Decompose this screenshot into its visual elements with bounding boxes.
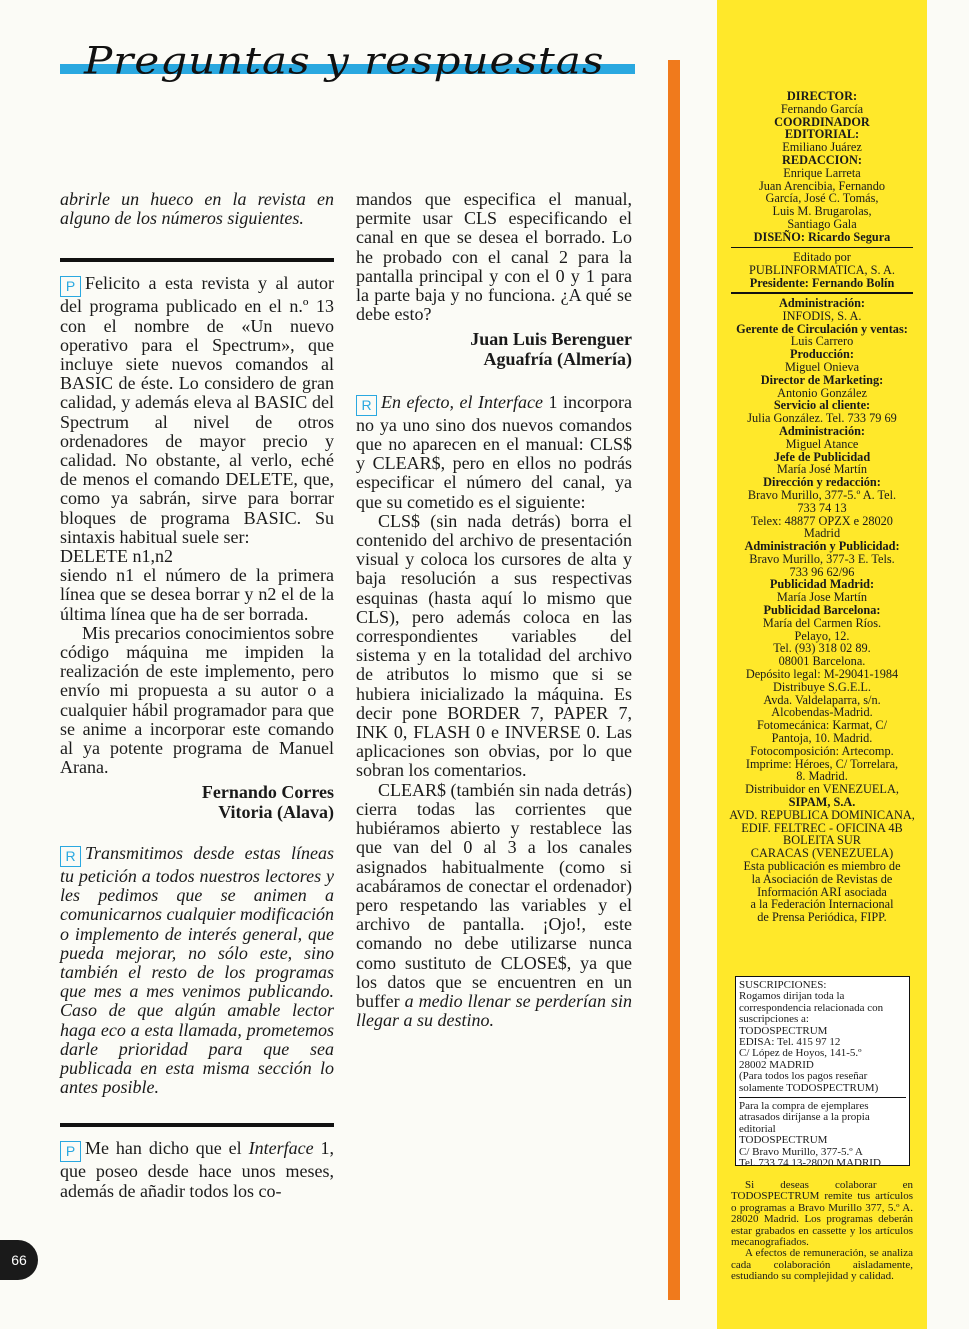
credit-line: Distribuidor en VENEZUELA, — [745, 782, 899, 797]
credit-line: Miguel Onieva — [784, 359, 860, 374]
credit-line: Antonio González — [777, 385, 867, 400]
answer-2-cont2: CLEAR$ (también sin nada detrás) cierra todas las corrientes que hubiéramos abierto y restablece las que van del 0 al 3 a los canales asignados habitualmente (como si acabáramos de conectar el ordenador) pero respetando las variables y el archivo de pantalla. ¡Ojo!, este comando no debe utilizarse nunca como sustituto de CLOSE$, ya que los datos que se encuentren en un buffer a medio llenar se perderían sin llegar a su destino. — [356, 779, 632, 1031]
contributions-note: Si deseas colaborar en TODOSPECTRUM remite tus artículos o programas a Bravo Murillo 377, 5.º A. 28020 Madrid. Los programas deberán estar grabados en cassette y los artículos mecanografiados. A efectos de remuneración, se analiza cada colaboración aisladamente, estudiando su complejidad y calidad. — [731, 1179, 913, 1283]
credit-line: Luis M. Brugarolas, — [772, 204, 872, 219]
credit-line: Julia González. Tel. 733 79 69 — [747, 411, 897, 426]
answer-badge: R — [60, 846, 81, 867]
credit-line: Director de Marketing: — [760, 372, 884, 387]
credit-line: Esta publicación es miembro de — [743, 859, 901, 874]
credit-line: Producción: — [790, 347, 854, 362]
credit-line: Presidente: Fernando Bolín — [749, 275, 895, 290]
section-title: Preguntas y respuestas — [84, 38, 605, 83]
credit-line: Fotocomposición: Artecomp. — [750, 743, 894, 758]
credit-line: Editado por — [793, 250, 851, 265]
credit-line: Publicidad Barcelona: — [763, 603, 881, 618]
credit-line: Servicio al cliente: — [773, 398, 871, 413]
orange-divider — [668, 60, 680, 1300]
subscription-line: suscripciones a: — [739, 1013, 809, 1026]
subscription-line: SUSCRIPCIONES: — [739, 979, 827, 991]
subscription-line: solamente TODOSPECTRUM) — [739, 1081, 879, 1094]
credit-line: PUBLINFORMATICA, S. A. — [749, 262, 895, 277]
credit-line: DISEÑO: Ricardo Segura — [753, 229, 891, 244]
credit-line: EDITORIAL: — [784, 127, 860, 142]
credit-line: María Jose Martín — [776, 590, 868, 605]
back-issues-line: editorial — [739, 1122, 776, 1135]
answer-badge: R — [356, 395, 377, 416]
subscription-line: correspondencia relacionada con — [739, 1001, 884, 1014]
credit-line: María del Carmen Ríos. — [762, 615, 882, 630]
question-badge: P — [60, 1141, 81, 1162]
question-badge: P — [60, 276, 81, 297]
subscriptions-box — [735, 976, 910, 1170]
subscription-line: 28002 MADRID — [739, 1058, 814, 1071]
credit-line: Emiliano Juárez — [782, 140, 862, 155]
credit-line: Jefe de Publicidad — [773, 449, 871, 464]
credit-line: Bravo Murillo, 377-5.º A. Tel. — [747, 487, 897, 502]
credit-line: Pantoja, 10. Madrid. — [771, 731, 873, 746]
page-number: 66 — [0, 1240, 38, 1280]
credit-line: Imprime: Héroes, C/ Torrelara, — [745, 756, 899, 771]
divider-rule — [60, 258, 334, 262]
credits-separator — [731, 292, 913, 294]
back-issues-line: TODOSPECTRUM — [739, 1134, 828, 1147]
code-line: DELETE n1,n2 — [60, 546, 173, 567]
question-2-cont: mandos que especifica el manual, permite usar CLS especificando el canal en que se desea el borrado. Lo he probado con el canal 2 para la pantalla principal y con el 0 y 1 para la parte baja y no funciona. ¿A qué se debe esto? — [356, 189, 632, 325]
credit-line: 733 96 62/96 — [789, 564, 855, 579]
question-1-cont: siendo n1 el número de la primera línea que se desea borrar y n2 el de la última línea que ha de ser borrada. — [60, 565, 334, 624]
question-2: P Me han dicho que el Interface 1, que poseo desde hace unos meses, además de añadir todos los co- — [60, 1138, 335, 1201]
credit-line: Madrid — [803, 526, 841, 541]
answer-2-cont: CLS$ (sin nada detrás) borra el contenido del archivo de presentación visual y coloca los cursores de alta y baja resolución a sus respectivas esquinas (hasta aquí lo mismo que CLS), pero además coloca en las correspondientes variables del sistema y en la totalidad del archivo de atributos lo mismo que si se hubiera inicializado la máquina. Es decir pone BORDER 7, PAPER 7, INK 0, FLASH 0 e INVERSE 0. Las aplicaciones son obvias, por lo que sobran los comentarios. — [356, 510, 632, 781]
box-separator — [739, 1097, 906, 1098]
credit-line: Fotomecánica: Karmat, C/ — [756, 718, 888, 733]
credit-line: Alcobendas-Madrid. — [771, 705, 873, 720]
credit-line: Miguel Atance — [785, 436, 859, 451]
credit-line: Administración: — [778, 295, 866, 310]
subscription-line: EDISA: Tel. 415 97 12 — [739, 1036, 841, 1049]
credit-line: Pelayo, 12. — [794, 628, 850, 643]
credit-line: Avda. Valdelaparra, s/n. — [763, 692, 881, 707]
question-1: P Felicito a esta revista y al autor del programa publicado en el n.º 13 con el nombre de «Un nuevo operativo para el Spectrum», que incluye siete nuevos comandos al BASIC de éste. Lo considero de gran calidad, y además eleva al BASIC del Spectrum al nivel de otros ordenadores de mayor precio y calidad. No obstante, al verlo, eché de menos el comando DELETE, que, como ya sabrán, sirve para borrar bloques de programa BASIC. Su sintaxis habitual suele ser: — [60, 273, 334, 547]
answer-1: R Transmitimos desde estas líneas tu petición a todos nuestros lectores y les pedimos que se animen a comunicarnos cualquier modificación o implemento de interés general, que pueda mejorar, no sólo este, sino también el resto de los programas que mes a mes venimos publicando. Caso de que algún amable lector haga eco a esta llamada, prometemos darle prioridad para que sea publicada en esta misma sección lo antes posible. — [60, 842, 334, 1098]
masthead-sidebar — [717, 0, 927, 1329]
credit-line: Juan Arencibia, Fernando — [758, 178, 885, 193]
credit-line: EDIF. FELTREC - OFICINA 4B — [741, 820, 903, 835]
credit-line: Enrique Larreta — [783, 165, 861, 180]
credit-line: Telex: 48877 OPZX e 28020 — [751, 513, 893, 528]
credit-line: COORDINADOR — [774, 114, 870, 129]
subscription-line: (Para todos los pagos reseñar — [739, 1070, 868, 1083]
back-issues-line: C/ Bravo Murillo, 377-5.º A — [739, 1145, 863, 1158]
credit-line: DIRECTOR: — [786, 89, 858, 103]
credit-line: CARACAS (VENEZUELA) — [750, 846, 894, 861]
subscription-line: TODOSPECTRUM — [739, 1024, 828, 1037]
back-issues-line: Para la compra de ejemplares — [739, 1100, 869, 1113]
subscription-line: C/ López de Hoyos, 141-5.º — [739, 1047, 862, 1060]
credit-line: Tel. (93) 318 02 89. — [773, 641, 871, 656]
question-1-cont2: Mis precarios conocimientos sobre código máquina me impiden la realización de este implemento, pero envío mi propuesta a su autor o a cualquier hábil programador para que se anime a incorporar este comando al ya potente programa de Manuel Arana. — [60, 622, 334, 778]
credit-line: María José Martín — [776, 462, 868, 477]
signature-1: Fernando Corres Vitoria (Alava) — [201, 782, 334, 822]
credit-line: a la Federación Internacional — [750, 897, 894, 912]
credit-line: SIPAM, S.A. — [788, 795, 856, 810]
credit-line: Publicidad Madrid: — [769, 577, 875, 592]
credit-line: INFODIS, S. A. — [782, 308, 862, 323]
credit-line: la Asociación de Revistas de — [751, 871, 893, 886]
subscription-line: Rogamos dirijan toda la — [739, 990, 845, 1003]
credit-line: AVD. REPUBLICA DOMINICANA, — [729, 807, 915, 822]
credits-list — [717, 90, 927, 924]
divider-rule — [60, 1123, 334, 1127]
credit-line: 8. Madrid. — [796, 769, 848, 784]
back-issues-line: atrasados diríjanse a la propia — [739, 1111, 870, 1124]
credit-line: REDACCION: — [782, 152, 862, 167]
credit-line: Gerente de Circulación y ventas: — [736, 321, 908, 336]
credit-line: 733 74 13 — [797, 500, 847, 515]
credits-separator — [731, 247, 913, 249]
column-left — [60, 190, 334, 1201]
column-middle — [356, 190, 632, 1030]
credit-line: Luis Carrero — [790, 334, 854, 349]
credit-line: Bravo Murillo, 377-3 E. Tels. — [749, 551, 895, 566]
credit-line: Distribuye S.G.E.L. — [772, 679, 872, 694]
credit-line: Administración y Publicidad: — [744, 539, 900, 554]
credit-line: Información ARI asociada — [757, 884, 887, 899]
answer-2: R En efecto, el Interface 1 incorpora no ya uno sino dos nuevos comandos que no aparecen en el manual: CLS$ y CLEAR$, pero en ellos no podrás especificar el número del canal, ya que su cometido es el siguiente: — [356, 391, 632, 512]
intro-paragraph: abrirle un hueco en la revista en alguno de los números siguientes. — [60, 189, 334, 229]
credit-line: BOLEITA SUR — [783, 833, 861, 848]
credit-line: de Prensa Periódica, FIPP. — [757, 910, 887, 925]
credit-line: Administración: — [778, 423, 866, 438]
credit-line: Fernando García — [780, 101, 864, 116]
back-issues-line: Tel. 733 74 13-28020 MADRID — [739, 1157, 881, 1170]
credit-line: 08001 Barcelona. — [778, 654, 866, 669]
credit-line: Dirección y redacción: — [763, 475, 881, 490]
signature-2: Juan Luis Berenguer Aguafría (Almería) — [470, 329, 632, 369]
credit-line: Depósito legal: M-29041-1984 — [745, 667, 899, 682]
credit-line: Santiago Gala — [787, 216, 857, 231]
credit-line: García, José C. Tomás, — [765, 191, 879, 206]
